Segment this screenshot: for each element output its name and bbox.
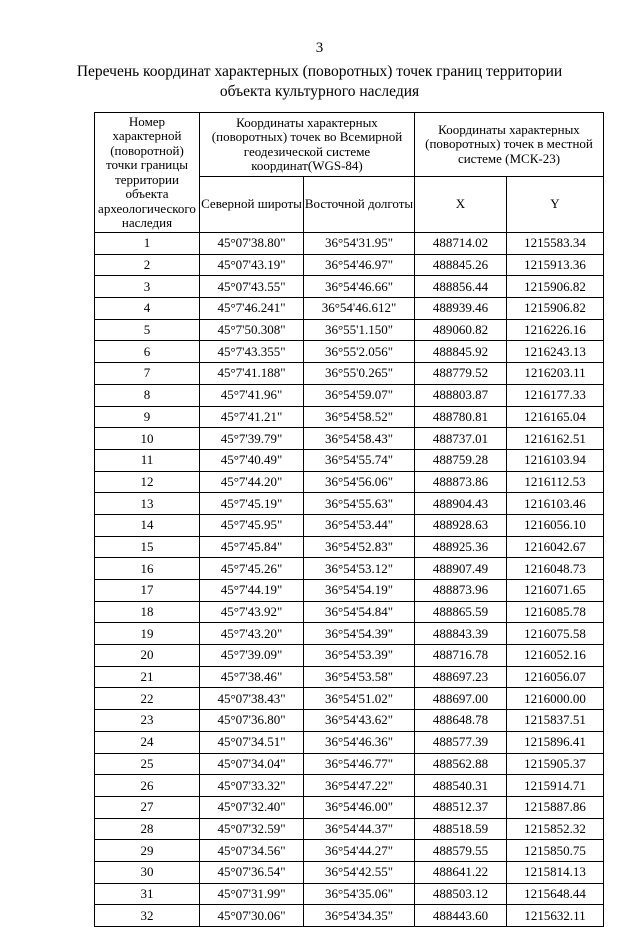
y-cell: 1215906.82 bbox=[507, 276, 604, 298]
latitude-cell: 45°7'43.92" bbox=[200, 601, 304, 623]
longitude-cell: 36°55'0.265" bbox=[304, 363, 415, 385]
x-cell: 488865.59 bbox=[415, 601, 507, 623]
point-number-cell: 24 bbox=[95, 731, 200, 753]
longitude-cell: 36°54'46.77" bbox=[304, 753, 415, 775]
longitude-cell: 36°54'47.22" bbox=[304, 775, 415, 797]
header-local-group: Координаты характерных (поворотных) точек в местной системе (МСК-23) bbox=[415, 113, 604, 177]
point-number-cell: 31 bbox=[95, 883, 200, 905]
table-body bbox=[95, 233, 604, 927]
longitude-cell: 36°54'55.63" bbox=[304, 493, 415, 515]
x-cell: 488928.63 bbox=[415, 514, 507, 536]
point-number-cell: 2 bbox=[95, 254, 200, 276]
latitude-cell: 45°7'41.188" bbox=[200, 363, 304, 385]
longitude-cell: 36°55'1.150" bbox=[304, 319, 415, 341]
table-row bbox=[95, 536, 604, 558]
x-cell: 488873.86 bbox=[415, 471, 507, 493]
x-cell: 488925.36 bbox=[415, 536, 507, 558]
y-cell: 1215837.51 bbox=[507, 710, 604, 732]
x-cell: 488579.55 bbox=[415, 840, 507, 862]
table-row bbox=[95, 471, 604, 493]
y-cell: 1215852.32 bbox=[507, 818, 604, 840]
y-cell: 1216165.04 bbox=[507, 406, 604, 428]
x-cell: 488540.31 bbox=[415, 775, 507, 797]
table-row bbox=[95, 645, 604, 667]
point-number-cell: 7 bbox=[95, 363, 200, 385]
y-cell: 1216056.10 bbox=[507, 514, 604, 536]
coordinates-table bbox=[94, 112, 604, 927]
latitude-cell: 45°07'32.40" bbox=[200, 796, 304, 818]
y-cell: 1215814.13 bbox=[507, 861, 604, 883]
document-title: Перечень координат характерных (поворотных) точек границ территории объекта культурного наследия bbox=[76, 63, 563, 100]
point-number-cell: 22 bbox=[95, 688, 200, 710]
point-number-cell: 20 bbox=[95, 645, 200, 667]
latitude-cell: 45°7'45.26" bbox=[200, 558, 304, 580]
point-number-cell: 8 bbox=[95, 384, 200, 406]
point-number-cell: 13 bbox=[95, 493, 200, 515]
latitude-cell: 45°7'44.20" bbox=[200, 471, 304, 493]
point-number-cell: 15 bbox=[95, 536, 200, 558]
longitude-cell: 36°54'53.39" bbox=[304, 645, 415, 667]
table-row bbox=[95, 580, 604, 602]
table-header bbox=[95, 113, 604, 233]
point-number-cell: 14 bbox=[95, 514, 200, 536]
table-row bbox=[95, 710, 604, 732]
latitude-cell: 45°07'34.56" bbox=[200, 840, 304, 862]
y-cell: 1216052.16 bbox=[507, 645, 604, 667]
point-number-cell: 27 bbox=[95, 796, 200, 818]
latitude-cell: 45°7'45.84" bbox=[200, 536, 304, 558]
x-cell: 488697.00 bbox=[415, 688, 507, 710]
point-number-cell: 16 bbox=[95, 558, 200, 580]
x-cell: 488697.23 bbox=[415, 666, 507, 688]
y-cell: 1216177.33 bbox=[507, 384, 604, 406]
point-number-cell: 21 bbox=[95, 666, 200, 688]
x-cell: 488873.96 bbox=[415, 580, 507, 602]
latitude-cell: 45°7'43.20" bbox=[200, 623, 304, 645]
x-cell: 488714.02 bbox=[415, 233, 507, 255]
latitude-cell: 45°7'46.241" bbox=[200, 298, 304, 320]
table-row bbox=[95, 341, 604, 363]
y-cell: 1215905.37 bbox=[507, 753, 604, 775]
table-row bbox=[95, 883, 604, 905]
y-cell: 1216203.11 bbox=[507, 363, 604, 385]
point-number-cell: 18 bbox=[95, 601, 200, 623]
header-x: X bbox=[415, 177, 507, 233]
x-cell: 488907.49 bbox=[415, 558, 507, 580]
point-number-cell: 3 bbox=[95, 276, 200, 298]
table-row bbox=[95, 384, 604, 406]
y-cell: 1216056.07 bbox=[507, 666, 604, 688]
longitude-cell: 36°54'42.55" bbox=[304, 861, 415, 883]
table-row bbox=[95, 796, 604, 818]
point-number-cell: 25 bbox=[95, 753, 200, 775]
latitude-cell: 45°7'50.308" bbox=[200, 319, 304, 341]
table-row bbox=[95, 775, 604, 797]
x-cell: 488716.78 bbox=[415, 645, 507, 667]
longitude-cell: 36°54'46.36" bbox=[304, 731, 415, 753]
y-cell: 1215914.71 bbox=[507, 775, 604, 797]
latitude-cell: 45°07'36.80" bbox=[200, 710, 304, 732]
point-number-cell: 12 bbox=[95, 471, 200, 493]
table-row bbox=[95, 731, 604, 753]
x-cell: 489060.82 bbox=[415, 319, 507, 341]
table-row bbox=[95, 406, 604, 428]
y-cell: 1216103.46 bbox=[507, 493, 604, 515]
latitude-cell: 45°7'45.19" bbox=[200, 493, 304, 515]
point-number-cell: 30 bbox=[95, 861, 200, 883]
y-cell: 1215887.86 bbox=[507, 796, 604, 818]
longitude-cell: 36°54'54.84" bbox=[304, 601, 415, 623]
point-number-cell: 6 bbox=[95, 341, 200, 363]
point-number-cell: 10 bbox=[95, 428, 200, 450]
table-row bbox=[95, 623, 604, 645]
y-cell: 1215896.41 bbox=[507, 731, 604, 753]
table-row bbox=[95, 514, 604, 536]
point-number-cell: 23 bbox=[95, 710, 200, 732]
y-cell: 1215850.75 bbox=[507, 840, 604, 862]
table-row bbox=[95, 233, 604, 255]
latitude-cell: 45°07'31.99" bbox=[200, 883, 304, 905]
point-number-cell: 11 bbox=[95, 449, 200, 471]
table-row bbox=[95, 319, 604, 341]
longitude-cell: 36°54'58.52" bbox=[304, 406, 415, 428]
longitude-cell: 36°54'54.19" bbox=[304, 580, 415, 602]
longitude-cell: 36°54'46.00" bbox=[304, 796, 415, 818]
latitude-cell: 45°7'41.96" bbox=[200, 384, 304, 406]
y-cell: 1216162.51 bbox=[507, 428, 604, 450]
y-cell: 1215583.34 bbox=[507, 233, 604, 255]
header-point-number: Номер характерной (поворотной) точки границы территории объекта археологического наследия bbox=[95, 113, 200, 233]
longitude-cell: 36°54'52.83" bbox=[304, 536, 415, 558]
table-row bbox=[95, 276, 604, 298]
longitude-cell: 36°54'59.07" bbox=[304, 384, 415, 406]
longitude-cell: 36°54'56.06" bbox=[304, 471, 415, 493]
latitude-cell: 45°07'32.59" bbox=[200, 818, 304, 840]
y-cell: 1216243.13 bbox=[507, 341, 604, 363]
x-cell: 488503.12 bbox=[415, 883, 507, 905]
table-row bbox=[95, 861, 604, 883]
point-number-cell: 9 bbox=[95, 406, 200, 428]
table-row bbox=[95, 666, 604, 688]
latitude-cell: 45°07'38.43" bbox=[200, 688, 304, 710]
table-row bbox=[95, 428, 604, 450]
latitude-cell: 45°07'38.80" bbox=[200, 233, 304, 255]
latitude-cell: 45°7'38.46" bbox=[200, 666, 304, 688]
y-cell: 1216226.16 bbox=[507, 319, 604, 341]
x-cell: 488779.52 bbox=[415, 363, 507, 385]
y-cell: 1216103.94 bbox=[507, 449, 604, 471]
y-cell: 1215632.11 bbox=[507, 905, 604, 927]
latitude-cell: 45°7'41.21" bbox=[200, 406, 304, 428]
longitude-cell: 36°54'43.62" bbox=[304, 710, 415, 732]
longitude-cell: 36°54'35.06" bbox=[304, 883, 415, 905]
table-row bbox=[95, 818, 604, 840]
y-cell: 1215906.82 bbox=[507, 298, 604, 320]
longitude-cell: 36°55'2.056" bbox=[304, 341, 415, 363]
longitude-cell: 36°54'55.74" bbox=[304, 449, 415, 471]
x-cell: 488803.87 bbox=[415, 384, 507, 406]
y-cell: 1216048.73 bbox=[507, 558, 604, 580]
x-cell: 488648.78 bbox=[415, 710, 507, 732]
table-row bbox=[95, 558, 604, 580]
longitude-cell: 36°54'31.95" bbox=[304, 233, 415, 255]
y-cell: 1216075.58 bbox=[507, 623, 604, 645]
longitude-cell: 36°54'44.37" bbox=[304, 818, 415, 840]
table-row bbox=[95, 840, 604, 862]
table-row bbox=[95, 449, 604, 471]
y-cell: 1215913.36 bbox=[507, 254, 604, 276]
y-cell: 1215648.44 bbox=[507, 883, 604, 905]
point-number-cell: 4 bbox=[95, 298, 200, 320]
latitude-cell: 45°07'43.55" bbox=[200, 276, 304, 298]
longitude-cell: 36°54'51.02" bbox=[304, 688, 415, 710]
table-row bbox=[95, 493, 604, 515]
x-cell: 488845.92 bbox=[415, 341, 507, 363]
longitude-cell: 36°54'53.58" bbox=[304, 666, 415, 688]
x-cell: 488759.28 bbox=[415, 449, 507, 471]
latitude-cell: 45°7'39.09" bbox=[200, 645, 304, 667]
x-cell: 488780.81 bbox=[415, 406, 507, 428]
x-cell: 488843.39 bbox=[415, 623, 507, 645]
longitude-cell: 36°54'54.39" bbox=[304, 623, 415, 645]
x-cell: 488904.43 bbox=[415, 493, 507, 515]
table-row bbox=[95, 298, 604, 320]
longitude-cell: 36°54'46.66" bbox=[304, 276, 415, 298]
y-cell: 1216071.65 bbox=[507, 580, 604, 602]
x-cell: 488443.60 bbox=[415, 905, 507, 927]
header-latitude: Северной широты bbox=[200, 177, 304, 233]
header-wgs-group: Координаты характерных (поворотных) точек во Всемирной геодезической системе координат(WGS-84) bbox=[200, 113, 415, 177]
x-cell: 488641.22 bbox=[415, 861, 507, 883]
y-cell: 1216112.53 bbox=[507, 471, 604, 493]
header-y: Y bbox=[507, 177, 604, 233]
y-cell: 1216000.00 bbox=[507, 688, 604, 710]
x-cell: 488856.44 bbox=[415, 276, 507, 298]
x-cell: 488845.26 bbox=[415, 254, 507, 276]
x-cell: 488512.37 bbox=[415, 796, 507, 818]
point-number-cell: 28 bbox=[95, 818, 200, 840]
longitude-cell: 36°54'34.35" bbox=[304, 905, 415, 927]
x-cell: 488577.39 bbox=[415, 731, 507, 753]
latitude-cell: 45°7'43.355" bbox=[200, 341, 304, 363]
page-number: 3 bbox=[315, 40, 324, 56]
longitude-cell: 36°54'58.43" bbox=[304, 428, 415, 450]
y-cell: 1216042.67 bbox=[507, 536, 604, 558]
table-row bbox=[95, 688, 604, 710]
table-row bbox=[95, 363, 604, 385]
latitude-cell: 45°07'34.04" bbox=[200, 753, 304, 775]
x-cell: 488737.01 bbox=[415, 428, 507, 450]
x-cell: 488562.88 bbox=[415, 753, 507, 775]
point-number-cell: 29 bbox=[95, 840, 200, 862]
longitude-cell: 36°54'46.612" bbox=[304, 298, 415, 320]
y-cell: 1216085.78 bbox=[507, 601, 604, 623]
point-number-cell: 5 bbox=[95, 319, 200, 341]
latitude-cell: 45°07'36.54" bbox=[200, 861, 304, 883]
table-row bbox=[95, 601, 604, 623]
x-cell: 488518.59 bbox=[415, 818, 507, 840]
latitude-cell: 45°07'43.19" bbox=[200, 254, 304, 276]
point-number-cell: 32 bbox=[95, 905, 200, 927]
longitude-cell: 36°54'44.27" bbox=[304, 840, 415, 862]
latitude-cell: 45°7'39.79" bbox=[200, 428, 304, 450]
latitude-cell: 45°07'34.51" bbox=[200, 731, 304, 753]
x-cell: 488939.46 bbox=[415, 298, 507, 320]
latitude-cell: 45°7'44.19" bbox=[200, 580, 304, 602]
longitude-cell: 36°54'53.12" bbox=[304, 558, 415, 580]
header-longitude: Восточной долготы bbox=[304, 177, 415, 233]
table-row bbox=[95, 254, 604, 276]
latitude-cell: 45°7'40.49" bbox=[200, 449, 304, 471]
point-number-cell: 19 bbox=[95, 623, 200, 645]
point-number-cell: 17 bbox=[95, 580, 200, 602]
latitude-cell: 45°07'33.32" bbox=[200, 775, 304, 797]
table-row bbox=[95, 905, 604, 927]
latitude-cell: 45°07'30.06" bbox=[200, 905, 304, 927]
point-number-cell: 26 bbox=[95, 775, 200, 797]
table-row bbox=[95, 753, 604, 775]
longitude-cell: 36°54'53.44" bbox=[304, 514, 415, 536]
point-number-cell: 1 bbox=[95, 233, 200, 255]
longitude-cell: 36°54'46.97" bbox=[304, 254, 415, 276]
latitude-cell: 45°7'45.95" bbox=[200, 514, 304, 536]
